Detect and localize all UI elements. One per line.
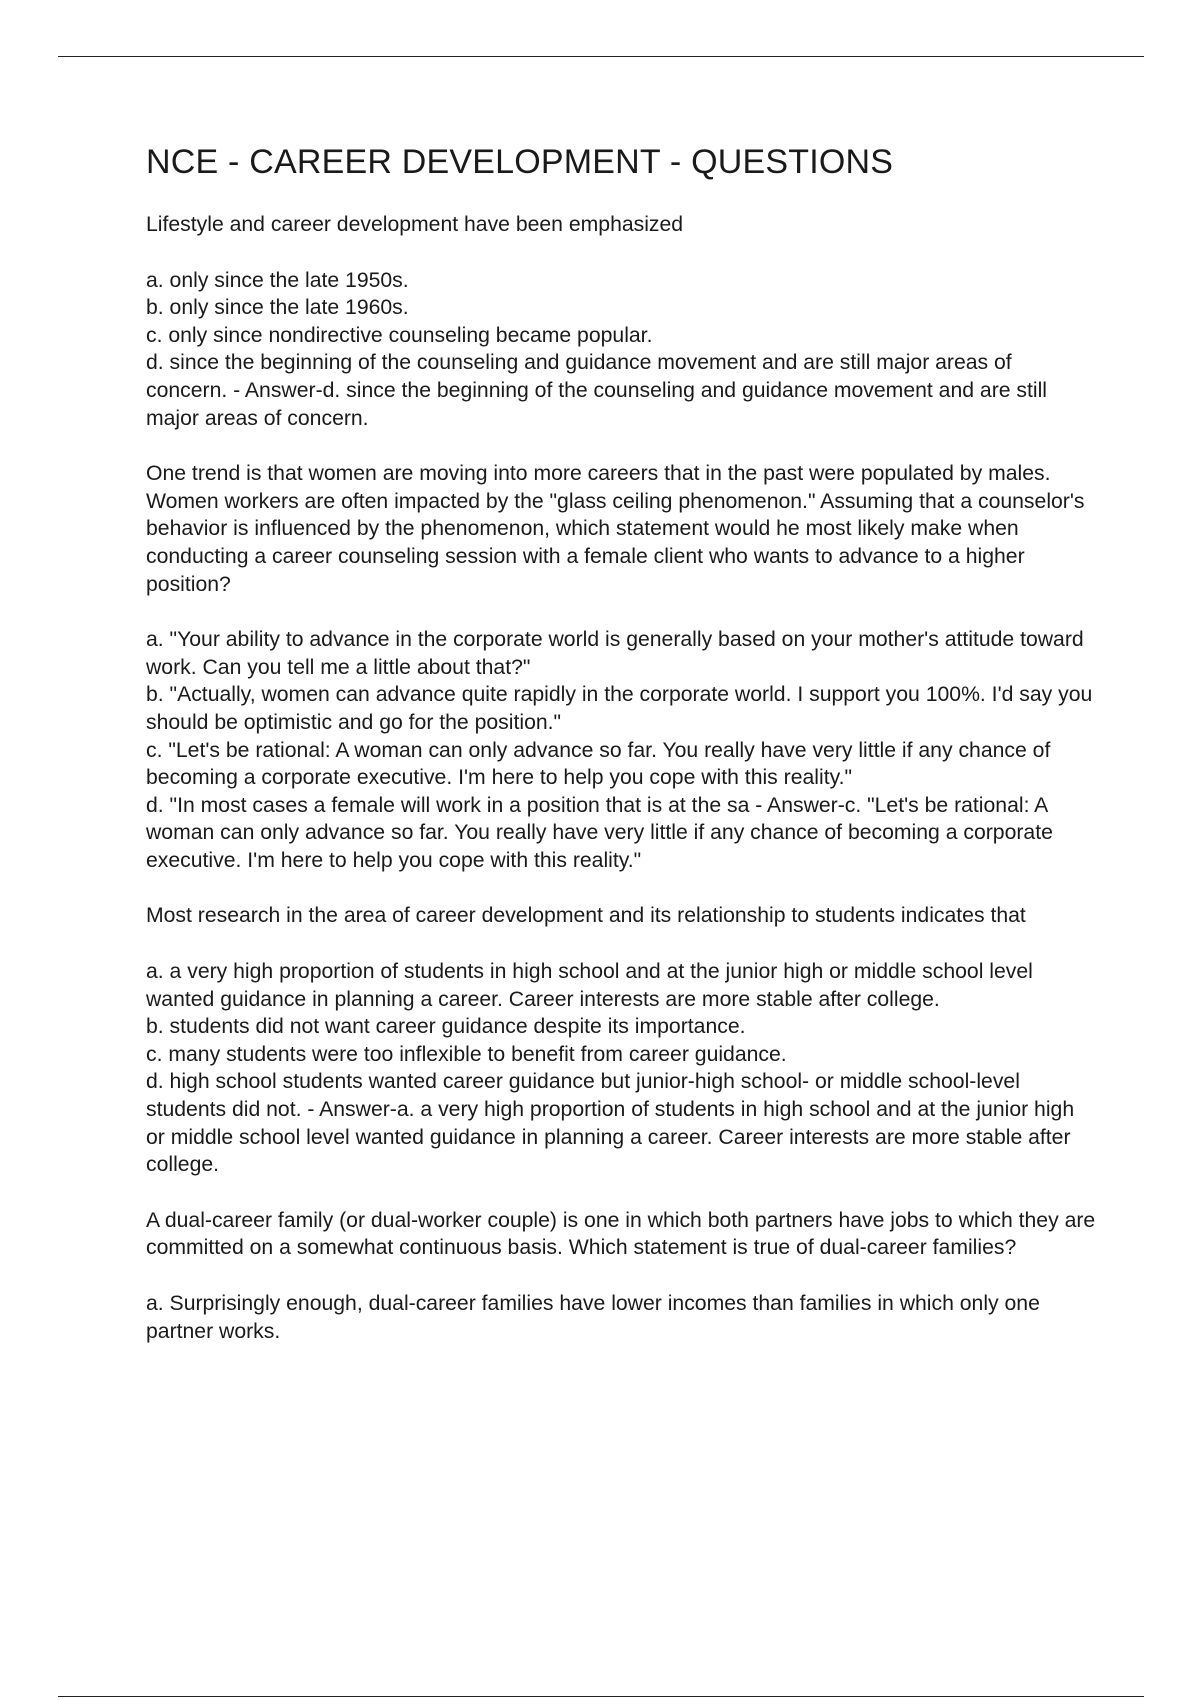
question-4-stem: A dual-career family (or dual-worker couple) is one in which both partners have jobs to which they are committed on a somewhat continuous basis. Which statement is true of dual-career families? — [146, 1208, 1096, 1260]
footer-rule — [58, 1696, 1144, 1697]
question-3-options: a. a very high proportion of students in high school and at the junior high or middle school level wanted guidance in planning a career. Career interests are more stable after college. b. students did not want career guidance despite its importance. c. many students were too inflexible to benefit from career guidance. d. high school students wanted career guidance but junior-high school- or middle school-level students did not. - Answer-a. a very high proportion of students in high school and at the junior high or middle school level wanted guidance in planning a career. Career interests are more stable after college. — [146, 960, 1075, 1177]
header-rule — [58, 56, 1144, 57]
question-3-stem: Most research in the area of career development and its relationship to students indicates that — [146, 904, 1026, 928]
question-1-stem: Lifestyle and career development have been emphasized — [146, 213, 684, 236]
question-4-options: a. Surprisingly enough, dual-career families have lower incomes than families in which only one partner works. — [146, 1292, 1040, 1343]
document-body — [146, 140, 1096, 1373]
page-title: NCE - CAREER DEVELOPMENT - QUESTIONS — [146, 143, 894, 181]
question-1-options: a. only since the late 1950s. b. only since the late 1960s. c. only since nondirective counseling became popular. d. since the beginning of the counseling and guidance movement and are still major areas of concern. - Answer-d. since the beginning of the counseling and guidance movement and are still major areas of concern. — [146, 268, 1048, 430]
question-2-options: a. "Your ability to advance in the corporate world is generally based on your mother's attitude toward work. Can you tell me a little about that?" b. "Actually, women can advance quite rapidly in the corporate world. I support you 100%. I'd say you should be optimistic and go for the position." c. "Let's be rational: A woman can only advance so far. You really have very little if any chance of becoming a corporate executive. I'm here to help you cope with this reality." d. "In most cases a female will work in a position that is at the sa - Answer-c. "Let's be rational: A woman can only advance so far. You really have very little if any chance of becoming a corporate executive. I'm here to help you cope with this reality." — [146, 628, 1093, 872]
question-2-stem: One trend is that women are moving into more careers that in the past were populated by males. Women workers are often impacted by the "glass ceiling phenomenon." Assuming that a counselor's behavior is influenced by the phenomenon, which statement would he most likely make when conducting a career counseling session with a female client who wants to advance to a higher position? — [146, 462, 1085, 596]
